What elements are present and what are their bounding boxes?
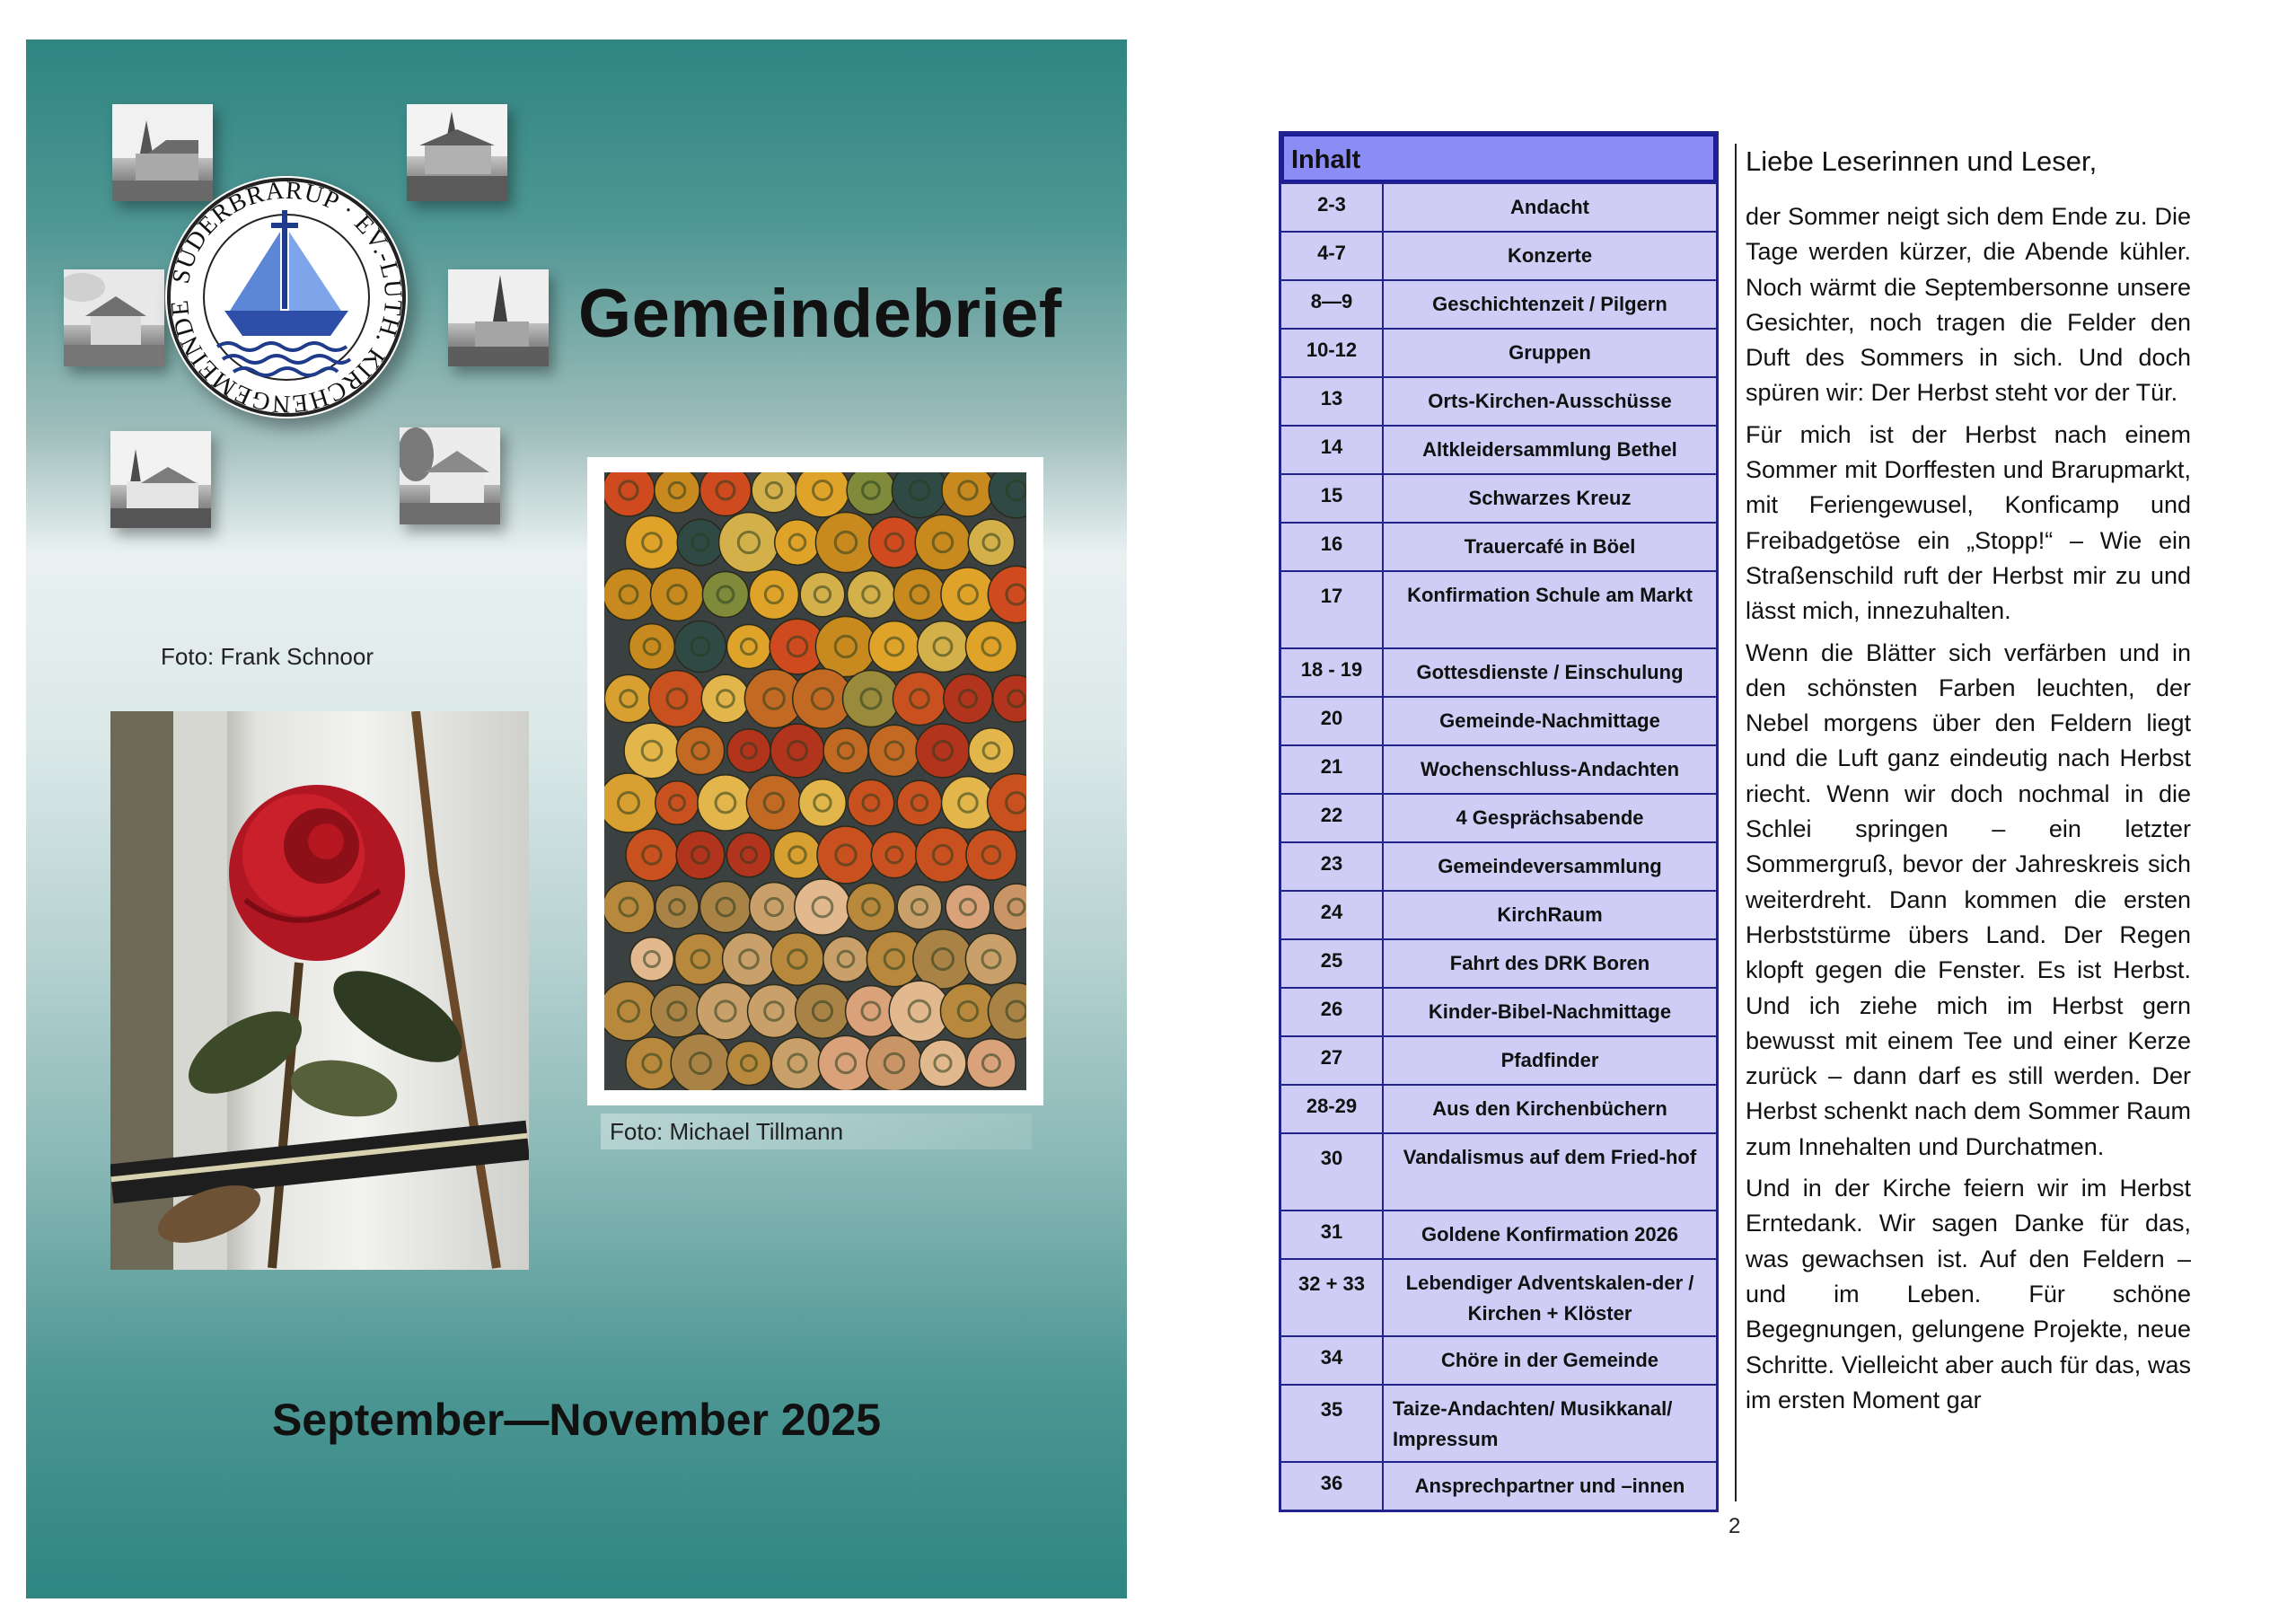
toc-entry-title: Geschichtenzeit / Pilgern — [1432, 293, 1667, 315]
toc-entry-title: Pfadfinder — [1500, 1049, 1599, 1071]
toc-entry-title: Taize-Andachten/ Musikkanal/ Impressum — [1393, 1397, 1673, 1450]
toc-entry — [1281, 938, 1716, 987]
toc-entry-title: Vandalismus auf dem Fried-hof — [1403, 1146, 1697, 1168]
toc-entry — [1281, 1258, 1716, 1335]
toc-entry-title: Konzerte — [1507, 244, 1593, 267]
toc-entry — [1281, 890, 1716, 938]
toc-entry — [1281, 570, 1716, 647]
toc-entry-title: Ansprechpartner und –innen — [1414, 1475, 1685, 1497]
toc-page-range: 8—9 — [1281, 281, 1384, 328]
toc-page-range: 15 — [1281, 475, 1384, 522]
toc-entry — [1281, 376, 1716, 425]
church-icon — [448, 269, 549, 366]
toc-entry-title: Kinder-Bibel-Nachmittage — [1428, 1000, 1672, 1023]
toc-page-range: 10-12 — [1281, 330, 1384, 376]
toc-page-range: 18 - 19 — [1281, 649, 1384, 696]
toc-entry — [1281, 793, 1716, 841]
toc-entry — [1281, 182, 1716, 231]
church-seal-logo — [165, 176, 408, 418]
page-number: 2 — [1729, 1514, 1741, 1538]
toc-entry-title: Trauercafé in Böel — [1464, 535, 1636, 558]
church-photo-thumbnail — [400, 427, 500, 524]
church-photo-thumbnail — [448, 269, 549, 366]
toc-entry — [1281, 1084, 1716, 1132]
toc-entry — [1281, 328, 1716, 376]
toc-page-range: 4-7 — [1281, 233, 1384, 279]
editorial-letter — [1746, 144, 2191, 1424]
church-icon — [407, 104, 507, 201]
toc-page-range: 16 — [1281, 524, 1384, 570]
toc-entry — [1281, 647, 1716, 696]
toc-entry — [1281, 987, 1716, 1035]
toc-page-range: 25 — [1281, 940, 1384, 987]
photo-credit-left: Foto: Frank Schnoor — [161, 643, 374, 670]
issue-date-range: September—November 2025 — [271, 1395, 882, 1445]
church-photo-thumbnail — [407, 104, 507, 201]
toc-entry — [1281, 1035, 1716, 1084]
toc-page-range: 23 — [1281, 843, 1384, 890]
toc-entry — [1281, 1335, 1716, 1384]
toc-page-range: 28-29 — [1281, 1086, 1384, 1132]
toc-entry-title: Aus den Kirchenbüchern — [1432, 1097, 1667, 1120]
toc-entry-title: 4 Gesprächsabende — [1456, 806, 1644, 829]
toc-entry-title: Gottesdienste / Einschulung — [1416, 661, 1684, 683]
column-divider — [1735, 144, 1737, 1501]
photo-credit-right: Foto: Michael Tillmann — [601, 1114, 1032, 1149]
pumpkins-photo-frame — [587, 457, 1043, 1105]
toc-header: Inhalt — [1281, 134, 1716, 182]
toc-entry — [1281, 473, 1716, 522]
cover-title: Gemeindebrief — [578, 276, 1062, 352]
toc-entry — [1281, 1461, 1716, 1510]
boat-cross-logo-icon — [165, 176, 408, 418]
toc-page-range: 22 — [1281, 795, 1384, 841]
toc-entry — [1281, 522, 1716, 570]
church-icon — [64, 269, 164, 366]
letter-greeting: Liebe Leserinnen und Leser, — [1746, 145, 2098, 177]
church-photo-thumbnail — [110, 431, 211, 528]
letter-paragraph: Für mich ist der Herbst nach einem Sommer mit Dorffesten und Brarupmarkt, mit Feriengewusel, Konficamp und Freibadgetöse ein „Stopp!“ – Wie ein Straßenschild ruft der Herbst mir zu und lässt mich, innezuhalten. — [1746, 420, 2191, 625]
seal-text: SÜDERBRARUP · EV.-LUTH. KIRCHENGEMEINDE — [165, 176, 408, 418]
toc-page-range: 36 — [1281, 1463, 1384, 1510]
toc-page-range: 32 + 33 — [1281, 1260, 1384, 1335]
church-icon — [400, 427, 500, 524]
toc-entry-title: Gemeinde-Nachmittage — [1439, 709, 1660, 732]
toc-entry — [1281, 279, 1716, 328]
letter-paragraph: Und in der Kirche feiern wir im Herbst Erntedank. Wir sagen Danke für das, was gewachsen ist. Auf den Feldern – und im Leben. Für schöne Begegnungen, gelungene Projekte, neue Schritte. Vielleicht aber auch für das, was im ersten Moment gar — [1746, 1175, 2191, 1413]
rose-icon — [110, 711, 529, 1270]
toc-entry — [1281, 1132, 1716, 1210]
toc-entry-title: Gemeindeversammlung — [1438, 855, 1662, 877]
toc-page-range: 34 — [1281, 1337, 1384, 1384]
toc-page-range: 24 — [1281, 892, 1384, 938]
toc-entry-title: Lebendiger Adventskalen-der / Kirchen + Klöster — [1405, 1272, 1694, 1325]
toc-entry — [1281, 841, 1716, 890]
toc-entry-title: KirchRaum — [1497, 903, 1603, 926]
toc-page-range: 13 — [1281, 378, 1384, 425]
letter-paragraph: der Sommer neigt sich dem Ende zu. Die Tage werden kürzer, die Abende kühler. Noch wärmt die Septembersonne unsere Gesichter, noch tragen die Felder den Duft des Sommers in sich. Und doch spüren wir: Der Herbst steht vor der Tür. — [1746, 203, 2191, 407]
toc-entry-title: Chöre in der Gemeinde — [1440, 1349, 1659, 1371]
toc-page-range: 35 — [1281, 1386, 1384, 1461]
toc-entry-title: Gruppen — [1509, 341, 1591, 364]
letter-paragraph: Wenn die Blätter sich verfärben und in den schönsten Farben leuchten, der Nebel morgens über den Feldern liegt und die Luft ganz eindeutig nach Herbst riecht. Wenn wir doch nochmal in die Schlei springen – ein letzter Sommergruß, bevor der Jahreskreis sich weiterdreht. Dann kommen die ersten Herbststürme übers Land. Der Regen klopft gegen die Fenster. Es ist Herbst. Und ich ziehe mich im Herbst gern bewusst mit einem Tee und einer Kerze zurück – dann darf es still werden. Der Herbst schenkt nach dem Sommer Raum zum Innehalten und Durchatmen. — [1746, 638, 2191, 1160]
toc-entry — [1281, 696, 1716, 744]
church-icon — [110, 431, 211, 528]
toc-entry-title: Altkleidersammlung Bethel — [1422, 438, 1677, 461]
toc-entry — [1281, 231, 1716, 279]
toc-entry-title: Orts-Kirchen-Ausschüsse — [1428, 390, 1672, 412]
church-photo-thumbnail — [64, 269, 164, 366]
toc-rows — [1281, 182, 1716, 1510]
toc-page-range: 30 — [1281, 1134, 1384, 1210]
rose-photo — [110, 711, 529, 1270]
table-of-contents — [1279, 131, 1719, 1512]
toc-page-range: 2-3 — [1281, 184, 1384, 231]
pumpkins-icon — [604, 472, 1026, 1090]
toc-page-range: 31 — [1281, 1211, 1384, 1258]
toc-entry — [1281, 744, 1716, 793]
toc-entry-title: Goldene Konfirmation 2026 — [1421, 1223, 1679, 1246]
pumpkins-photo — [604, 472, 1026, 1090]
toc-page-range: 26 — [1281, 989, 1384, 1035]
toc-entry-title: Andacht — [1510, 196, 1589, 218]
toc-entry-title: Konfirmation Schule am Markt — [1407, 584, 1693, 606]
toc-entry — [1281, 1384, 1716, 1461]
toc-page-range: 17 — [1281, 572, 1384, 647]
cover-page — [26, 40, 1127, 1598]
toc-page-range: 27 — [1281, 1037, 1384, 1084]
toc-entry — [1281, 425, 1716, 473]
toc-entry-title: Wochenschluss-Andachten — [1420, 758, 1680, 780]
toc-page-range: 14 — [1281, 427, 1384, 473]
toc-page-range: 21 — [1281, 746, 1384, 793]
toc-page-range: 20 — [1281, 698, 1384, 744]
toc-entry — [1281, 1210, 1716, 1258]
toc-entry-title: Fahrt des DRK Boren — [1449, 952, 1650, 974]
toc-entry-title: Schwarzes Kreuz — [1468, 487, 1632, 509]
